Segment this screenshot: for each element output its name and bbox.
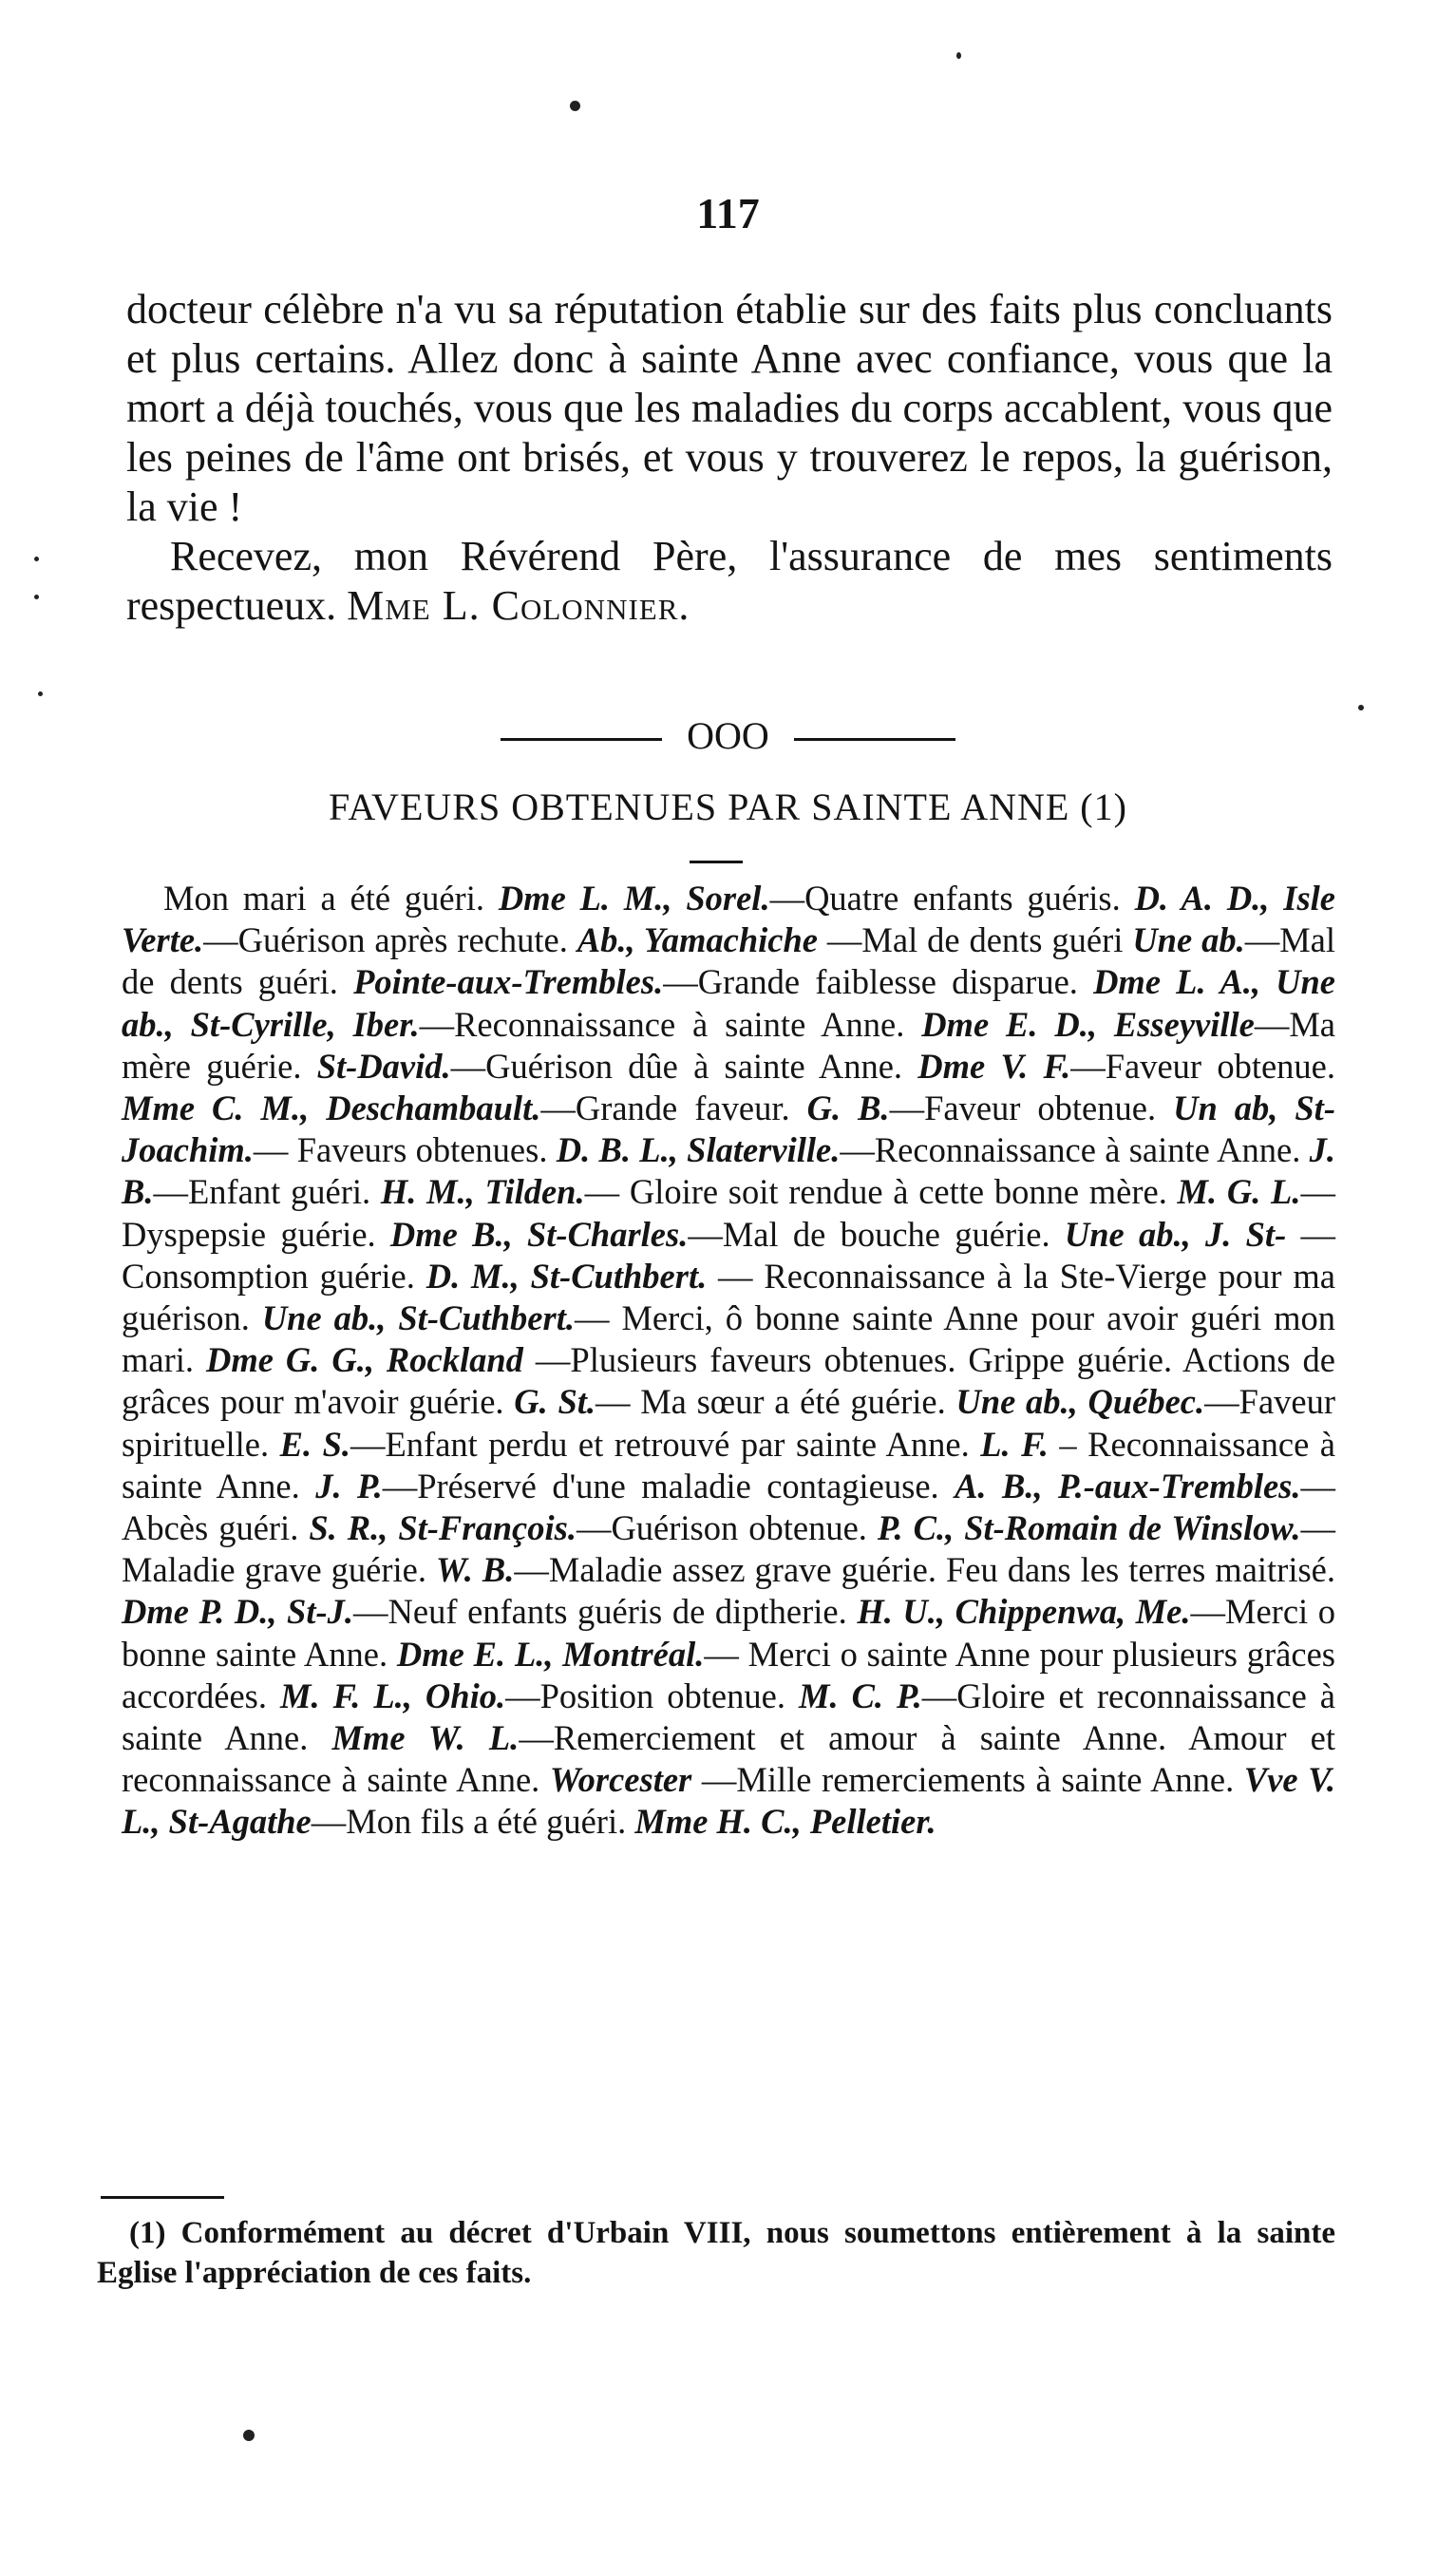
favour-text: — Gloire soit rendue à cette bonne mère. <box>584 1172 1178 1212</box>
favour-reference: M. G. L. <box>1177 1172 1301 1212</box>
favour-reference: Une ab., Québec. <box>955 1382 1205 1422</box>
favour-reference: L. F. <box>980 1424 1049 1464</box>
favour-reference: M. C. P. <box>798 1676 922 1715</box>
print-speck <box>34 595 39 599</box>
favour-reference: J. P. <box>315 1466 383 1505</box>
favour-text: —Position obtenue. <box>505 1676 799 1715</box>
favour-text: —Guérison dûe à sainte Anne. <box>450 1046 918 1086</box>
favour-text: —Préservé d'une maladie contagieuse. <box>382 1466 955 1505</box>
favour-reference: W. B. <box>436 1550 515 1590</box>
favour-text: —Remerciement et amour à sainte Anne. Amour et reconnaissance à sainte Anne. <box>122 1718 1335 1800</box>
favour-text: — Consomption guérie. <box>122 1214 1335 1296</box>
favour-reference: Dme E. D., Esseyville <box>921 1004 1255 1044</box>
favour-reference: D. M., St-Cuthbert. <box>425 1256 708 1296</box>
favour-reference: Dme V. F. <box>917 1046 1071 1086</box>
separator-rule-left <box>501 738 662 741</box>
favour-text: —Quatre enfants guéris. <box>769 879 1135 918</box>
separator-ornament: OOO <box>687 714 769 757</box>
favour-text: —Grande faveur. <box>540 1089 807 1128</box>
favour-reference: D. A. D., Isle Verte. <box>122 879 1335 960</box>
favour-text: —Faveur obtenue. <box>889 1089 1174 1128</box>
favours-list <box>122 878 1335 1844</box>
favour-text: —Neuf enfants guéris de diptherie. <box>353 1592 858 1632</box>
favour-text: —Faveur spirituelle. <box>122 1382 1335 1464</box>
print-speck <box>38 691 43 696</box>
favour-reference: M. F. L., Ohio. <box>280 1676 506 1715</box>
favour-text: —Guérison après rechute. <box>203 920 577 960</box>
favour-reference: Une ab. <box>1132 920 1245 960</box>
closing-formula: Recevez, mon Révérend Père, l'assurance de mes sentiments respectueux. <box>126 533 1333 629</box>
print-speck <box>243 2430 255 2441</box>
favour-text: —Reconnaissance à sainte Anne. <box>419 1004 922 1044</box>
favour-reference: Worcester <box>549 1760 692 1800</box>
section-title: FAVEURS OBTENUES PAR SAINTE ANNE (1) <box>329 786 1127 828</box>
letter-paragraph-1: docteur célèbre n'a vu sa réputation établie sur des faits plus concluants et plus certains. Allez donc à sainte Anne avec confiance, vous que la mort a déjà touchés, vous que les maladies du corps accablent, vous que les peines de l'âme ont brisés, et vous y trouverez le repos, la guérison, la vie ! <box>126 286 1333 530</box>
favour-reference: Mme C. M., Deschambault. <box>122 1089 541 1128</box>
favour-reference: St-David. <box>316 1046 451 1086</box>
favour-text: —Plusieurs faveurs obtenues. Grippe guérie. Actions de grâces pour m'avoir guérie. <box>122 1340 1335 1422</box>
favour-text: Mon mari a été guéri. <box>163 879 499 918</box>
favour-reference: Dme G. G., Rockland <box>205 1340 523 1380</box>
favour-text: — Merci, ô bonne sainte Anne pour avoir guéri mon mari. <box>122 1298 1335 1380</box>
favour-text: —Enfant guéri. <box>153 1172 381 1212</box>
footnote-rule <box>101 2196 224 2199</box>
separator-rule-right <box>794 738 955 741</box>
favour-reference: Dme L. A., Une ab., St-Cyrille, Iber. <box>122 962 1335 1044</box>
favour-reference: Mme H. C., Pelletier. <box>634 1802 936 1842</box>
favour-reference: G. St. <box>514 1382 596 1422</box>
favour-text: —Merci o bonne sainte Anne. <box>122 1592 1336 1674</box>
favour-text: — Ma sœur a été guérie. <box>596 1382 956 1422</box>
favour-reference: P. C., St-Romain de Winslow. <box>877 1508 1301 1548</box>
favour-text: —Reconnaissance à sainte Anne. <box>840 1130 1310 1170</box>
favour-text: —Gloire et reconnaissance à sainte Anne. <box>122 1676 1336 1758</box>
print-speck <box>34 557 39 561</box>
favour-text: —Maladie assez grave guérie. Feu dans les terres maitrisé. <box>514 1550 1336 1590</box>
favour-text: —Grande faiblesse disparue. <box>663 962 1094 1002</box>
favour-text: —Maladie grave guérie. <box>122 1508 1336 1590</box>
footnote: (1) Conformément au décret d'Urbain VIII, nous soumettons entièrement à la sainte Eglise l'appréciation de ces faits. <box>97 2216 1335 2290</box>
print-speck <box>570 101 580 111</box>
favour-text: —Guérison obtenue. <box>576 1508 878 1548</box>
favour-reference: Mme W. L. <box>331 1718 520 1758</box>
favour-reference: S. R., St-François. <box>309 1508 577 1548</box>
favour-text: — Faveurs obtenues. <box>253 1130 557 1170</box>
favour-reference: Un ab, St-Joachim. <box>122 1089 1335 1170</box>
favour-reference: D. B. L., Slaterville. <box>556 1130 841 1170</box>
favour-reference: Dme B., St-Charles. <box>389 1214 689 1254</box>
favour-reference: Vve V. L., St-Agathe <box>122 1760 1336 1842</box>
favour-reference: A. B., P.-aux-Trembles. <box>955 1466 1301 1505</box>
favour-reference: H. M., Tilden. <box>380 1172 585 1212</box>
favour-reference: Ab., Yamachiche <box>577 920 819 960</box>
favour-reference: J. B. <box>122 1130 1335 1212</box>
favour-reference: H. U., Chippenwa, Me. <box>857 1592 1191 1632</box>
favour-text: – Reconnaissance à sainte Anne. <box>122 1424 1335 1505</box>
letter-signature: Mme L. Colonnier. <box>347 582 690 629</box>
favour-reference: E. S. <box>279 1424 350 1464</box>
favour-text: —Enfant perdu et retrouvé par sainte Anne. <box>350 1424 981 1464</box>
favour-reference: Pointe-aux-Trembles. <box>353 962 664 1002</box>
favour-reference: G. B. <box>806 1089 890 1128</box>
favour-text: —Faveur obtenue. <box>1070 1046 1335 1086</box>
favour-text: —Ma mère guérie. <box>122 1004 1335 1086</box>
favour-reference: Une ab., J. St- <box>1064 1214 1287 1254</box>
page-number: 117 <box>696 189 760 237</box>
favour-text: —Abcès guéri. <box>122 1466 1335 1548</box>
print-speck <box>1358 705 1364 710</box>
favour-text: —Mal de dents guéri <box>818 920 1133 960</box>
favour-text: — Merci o sainte Anne pour plusieurs grâces accordées. <box>122 1634 1335 1715</box>
section-separator <box>0 712 1456 760</box>
favour-text: —Mille remerciements à sainte Anne. <box>691 1760 1244 1800</box>
favour-text: —Dyspepsie guérie. <box>122 1172 1335 1254</box>
favour-text: —Mon fils a été guéri. <box>311 1802 635 1842</box>
letter-paragraph-2 <box>126 532 1333 631</box>
favour-reference: Une ab., St-Cuthbert. <box>261 1298 575 1338</box>
letter-body <box>126 285 1333 631</box>
favour-reference: Dme E. L., Montréal. <box>396 1634 705 1674</box>
print-speck <box>956 52 961 59</box>
title-underline-rule <box>690 861 743 863</box>
favour-text: —Mal de bouche guérie. <box>688 1214 1065 1254</box>
favour-text: —Mal de dents guéri. <box>122 920 1336 1002</box>
favour-reference: Dme L. M., Sorel. <box>498 879 770 918</box>
favour-text: — Reconnaissance à la Ste-Vierge pour ma guérison. <box>122 1256 1336 1338</box>
favour-reference: Dme P. D., St-J. <box>122 1592 354 1632</box>
